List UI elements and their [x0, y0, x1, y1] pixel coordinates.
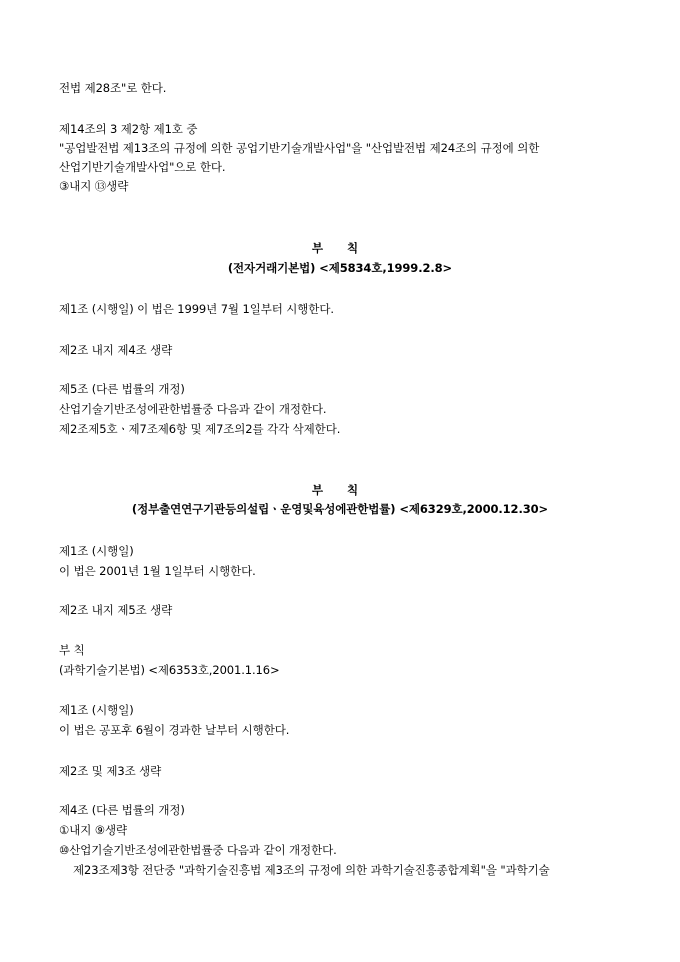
text-line: "공업발전법 제13조의 규정에 의한 공업기반기술개발사업"을 "산업발전법 제24조의 규정에 의한 [59, 141, 540, 155]
text-line: ⑩산업기술기반조성에관한법률중 다음과 같이 개정한다. [59, 843, 337, 857]
text-line: 제4조 (다른 법률의 개정) [59, 803, 185, 817]
text-line: 제1조 (시행일) [59, 544, 134, 558]
text-line: 제1조 (시행일) 이 법은 1999년 7월 1일부터 시행한다. [59, 302, 334, 316]
section-heading: 부 칙 [311, 241, 369, 255]
text-line: 제2조 내지 제5조 생략 [59, 603, 173, 617]
text-line: (과학기술기본법) <제6353호,2001.1.16> [59, 663, 280, 677]
text-line: 제23조제3항 전단중 "과학기술진흥법 제3조의 규정에 의한 과학기술진흥종합계획"을 "과학기술 [73, 863, 550, 877]
section-heading: 부 칙 [311, 483, 369, 497]
text-line: 이 법은 2001년 1월 1일부터 시행한다. [59, 564, 256, 578]
text-line: 제5조 (다른 법률의 개정) [59, 382, 185, 396]
text-line: 부 칙 [59, 643, 85, 657]
text-line: 제2조제5호ㆍ제7조제6항 및 제7조의2를 각각 삭제한다. [59, 422, 341, 436]
section-subheading: (정부출연연구기관등의설립ㆍ운영및육성에관한법률) <제6329호,2000.12.30> [131, 502, 549, 516]
text-line: 제2조 내지 제4조 생략 [59, 343, 173, 357]
text-line: 산업기술기반조성에관한법률중 다음과 같이 개정한다. [59, 402, 327, 416]
text-line: 제14조의 3 제2항 제1호 중 [59, 122, 198, 136]
section-subheading: (전자거래기본법) <제5834호,1999.2.8> [227, 261, 453, 275]
text-line: 제2조 및 제3조 생략 [59, 764, 162, 778]
text-line: 전법 제28조"로 한다. [59, 81, 167, 95]
text-line: 산업기반기술개발사업"으로 한다. [59, 160, 226, 174]
text-line: 이 법은 공포후 6월이 경과한 날부터 시행한다. [59, 723, 290, 737]
text-line: 제1조 (시행일) [59, 703, 134, 717]
text-line: ③내지 ⑬생략 [59, 179, 129, 193]
text-line: ①내지 ⑨생략 [59, 823, 128, 837]
